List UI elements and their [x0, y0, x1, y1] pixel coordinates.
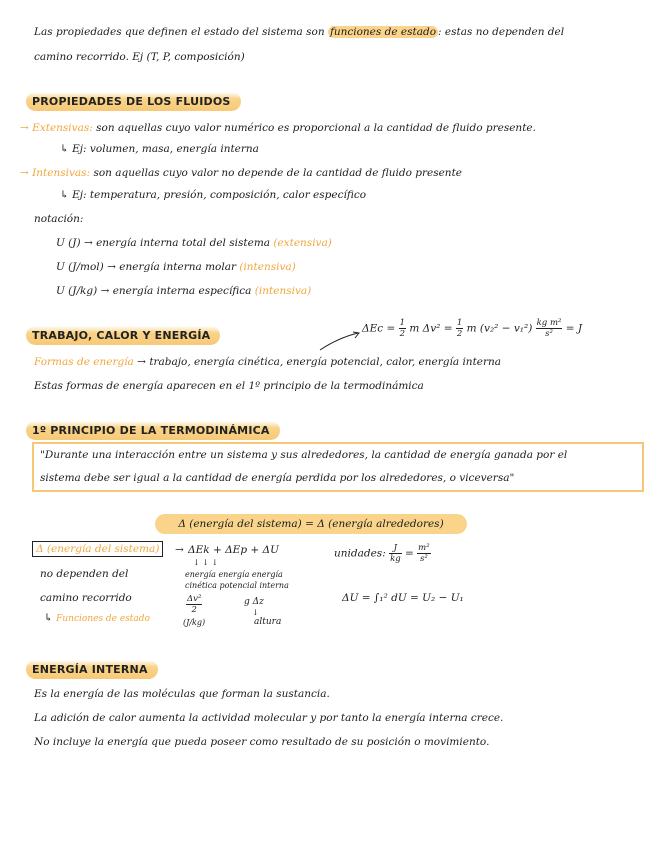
notation-row — [56, 237, 332, 249]
fraction-half — [399, 318, 406, 339]
boxed-energy-system — [32, 543, 163, 555]
frac-den: 2 — [399, 329, 406, 339]
intensivas-example-text: Ej: temperatura, presión, composición, calor específico — [72, 189, 367, 201]
frac-den: s² — [545, 329, 553, 339]
equals-sign: = — [405, 547, 414, 560]
arrow-icon: → — [100, 285, 113, 297]
energia-interna-line-3: No incluye la energía que pueda poseer como resultado de su posición o movimiento. — [34, 736, 490, 748]
forms-text: trabajo, energía cinética, energía potencial, calor, energía interna — [149, 356, 502, 368]
state-func-line — [44, 612, 150, 624]
units-label: unidades: — [334, 547, 386, 560]
not-depend-line-1: no dependen del — [40, 568, 129, 580]
intro-line-1 — [34, 26, 564, 38]
notation-tag: (intensiva) — [239, 261, 296, 273]
notation-row — [56, 285, 311, 297]
extensivas-example — [60, 143, 259, 155]
arrow-icon: → — [133, 356, 150, 368]
notation-text: energía interna total del sistema — [96, 237, 271, 249]
arrow-icon: → — [20, 167, 33, 179]
curved-arrow-icon — [318, 330, 362, 352]
notation-symbol: U (J/kg) — [56, 285, 98, 297]
frac-num: J — [389, 543, 402, 554]
notation-symbol: U (J) — [56, 237, 81, 249]
intensivas-text: son aquellas cuyo valor no depende de la cantidad de fluido presente — [90, 167, 463, 179]
fraction-ek — [186, 594, 202, 615]
forms-note: Estas formas de energía aparecen en el 1º principio de la termodinámica — [34, 380, 424, 392]
heading-trabajo-calor-energia: TRABAJO, CALOR Y ENERGÍA — [26, 326, 220, 345]
arrow-icon: → — [175, 544, 184, 556]
ek-expression — [186, 594, 202, 615]
quote-line-1: "Durante una interacción entre un sistema y sus alrededores, la cantidad de energía ganada por el — [40, 449, 568, 461]
extensivas-example-text: Ej: volumen, masa, energía interna — [72, 143, 259, 155]
formula-rhs: = J — [565, 322, 583, 335]
fraction-j-kg — [389, 543, 402, 564]
frac-den: 2 — [191, 605, 197, 615]
quote-line-2: sistema debe ser igual a la cantidad de energía perdida por los alrededores, o viceversa" — [40, 472, 515, 484]
fraction-m2-s2 — [417, 543, 430, 564]
ek-unit: (J/kg) — [183, 618, 206, 627]
arrow-icon: → — [107, 261, 120, 273]
boxed-term: Δ (energía del sistema) — [32, 541, 163, 557]
notation-text: energía interna específica — [112, 285, 252, 297]
corner-arrow-icon: ↳ — [60, 189, 73, 201]
frac-num: m² — [418, 543, 430, 553]
intro-line-2: camino recorrido. Ej (T, P, composición) — [34, 51, 245, 63]
formula-lhs: ΔEc = — [362, 322, 396, 335]
frac-num: 1 — [456, 318, 463, 328]
energy-sum-terms: ΔEk + ΔEp + ΔU — [188, 544, 279, 556]
kinetic-formula — [362, 318, 582, 339]
heading-propiedades-fluidos: PROPIEDADES DE LOS FLUIDOS — [26, 92, 241, 111]
intro-text-end: : estas no dependen del — [438, 26, 565, 38]
corner-arrow-icon: ↳ — [44, 612, 57, 624]
frac-num: kg m² — [536, 318, 562, 328]
down-arrow-icon: ↓ — [252, 608, 259, 617]
state-func-text: Funciones de estado — [56, 614, 150, 624]
notation-label: notación: — [34, 213, 84, 225]
not-depend-line-2: camino recorrido — [40, 592, 132, 604]
frac-num: 1 — [399, 318, 406, 328]
energia-interna-line-2: La adición de calor aumenta la actividad molecular y por tanto la energía interna crece. — [34, 712, 504, 724]
fraction-units — [536, 318, 563, 339]
frac-num: Δv² — [187, 594, 202, 604]
extensivas-label: Extensivas: — [32, 122, 93, 134]
heading-primer-principio: 1º PRINCIPIO DE LA TERMODINÁMICA — [26, 421, 280, 440]
ep-label: altura — [254, 617, 282, 627]
intensivas-example — [60, 189, 366, 201]
units-expression — [334, 543, 431, 564]
intensivas-line — [20, 167, 462, 179]
arrow-icon: → — [83, 237, 97, 249]
notation-row — [56, 261, 296, 273]
fraction-half — [456, 318, 463, 339]
notation-tag: (intensiva) — [254, 285, 312, 297]
integral-expression: ΔU = ∫₁² dU = U₂ − U₁ — [342, 592, 464, 604]
notation-symbol: U (J/mol) — [56, 261, 104, 273]
frac-den: s² — [420, 554, 428, 564]
intro-text: Las propiedades que definen el estado del sistema son — [34, 26, 328, 38]
down-arrows: ↓ ↓ ↓ — [193, 558, 219, 567]
energia-interna-line-1: Es la energía de las moléculas que forman la sustancia. — [34, 688, 330, 700]
corner-arrow-icon: ↳ — [60, 143, 73, 155]
intensivas-label: Intensivas: — [32, 167, 91, 179]
arrow-icon: → — [20, 122, 33, 134]
frac-den: kg — [390, 554, 401, 564]
term-labels-row-2: cinética potencial interna — [185, 581, 289, 590]
ep-expression: g Δz — [244, 597, 264, 607]
formula-mid2: m (v₂² − v₁²) — [466, 322, 533, 335]
notation-text: energía interna molar — [119, 261, 236, 273]
forms-line — [34, 356, 501, 368]
energy-balance-equation: Δ (energía del sistema) = Δ (energía alrededores) — [155, 514, 467, 534]
highlight-funciones-de-estado: funciones de estado — [329, 26, 437, 38]
formula-mid: m Δv² = — [409, 322, 453, 335]
extensivas-line — [20, 122, 536, 134]
forms-label: Formas de energía — [34, 356, 134, 368]
frac-den: 2 — [456, 329, 463, 339]
quote-box — [32, 442, 644, 492]
extensivas-text: son aquellas cuyo valor numérico es proporcional a la cantidad de fluido presente. — [92, 122, 536, 134]
heading-energia-interna: ENERGÍA INTERNA — [26, 660, 158, 679]
term-labels-row-1: energía energía energía — [185, 570, 283, 579]
notation-tag: (extensiva) — [273, 237, 332, 249]
